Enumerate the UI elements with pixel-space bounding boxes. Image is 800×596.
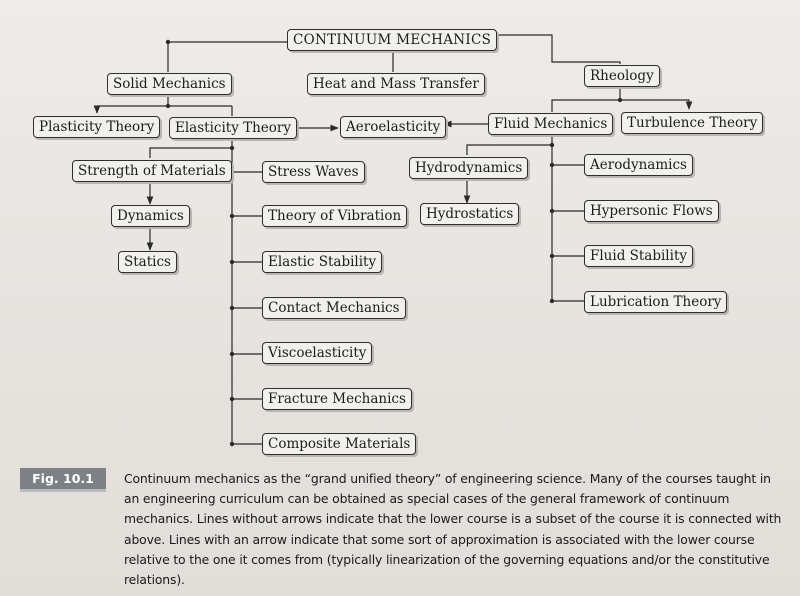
node-fluid-mechanics: Fluid Mechanics [488,113,613,135]
line-to-fluid [552,86,620,112]
node-stress-waves: Stress Waves [262,161,365,183]
figure-label: Fig. 10.1 [20,468,106,489]
node-strength-of-materials: Strength of Materials [72,160,232,182]
figure-label-rule [20,489,106,492]
line-to-rheology [497,35,620,64]
node-dynamics: Dynamics [111,205,190,227]
node-fluid-stability: Fluid Stability [584,245,693,267]
node-hypersonic-flows: Hypersonic Flows [584,200,719,222]
node-hydrostatics: Hydrostatics [420,203,519,225]
node-theory-of-vibration: Theory of Vibration [262,205,407,227]
line-solid-bar [97,95,168,106]
node-heat-mass-transfer: Heat and Mass Transfer [307,73,485,95]
arrow-to-turbulence [620,100,689,109]
node-contact-mechanics: Contact Mechanics [262,297,406,319]
node-lubrication-theory: Lubrication Theory [584,291,727,313]
node-hydrodynamics: Hydrodynamics [409,157,528,179]
node-plasticity-theory: Plasticity Theory [33,116,160,138]
node-fracture-mechanics: Fracture Mechanics [262,388,412,410]
node-continuum-mechanics: CONTINUUM MECHANICS [287,29,497,51]
caption-text: Continuum mechanics as the “grand unified theory” of engineering science. Many of the courses taught in an engineering curriculum can be obtained as special cases of the general framework of continuum mechanics. Lines without arrows indicate that the lower course is a subset of the course it is connected with above. Lines with an arrow indicate that some sort of approximation is associated with the lower course relative to the one it comes from (typically linearization of the governing equations and/or the constitutive relations). [124,471,782,588]
line-to-strength [150,148,232,158]
figure-caption [20,468,790,588]
node-elastic-stability: Elastic Stability [262,251,382,273]
line-to-hydrodynamics [467,145,552,155]
node-solid-mechanics: Solid Mechanics [107,73,232,95]
node-viscoelasticity: Viscoelasticity [262,342,372,364]
node-turbulence-theory: Turbulence Theory [621,112,763,134]
node-composite-materials: Composite Materials [262,433,416,455]
node-rheology: Rheology [584,65,660,87]
node-aeroelasticity: Aeroelasticity [340,116,446,138]
node-elasticity-theory: Elasticity Theory [169,117,297,139]
node-statics: Statics [118,251,177,273]
node-aerodynamics: Aerodynamics [584,154,693,176]
